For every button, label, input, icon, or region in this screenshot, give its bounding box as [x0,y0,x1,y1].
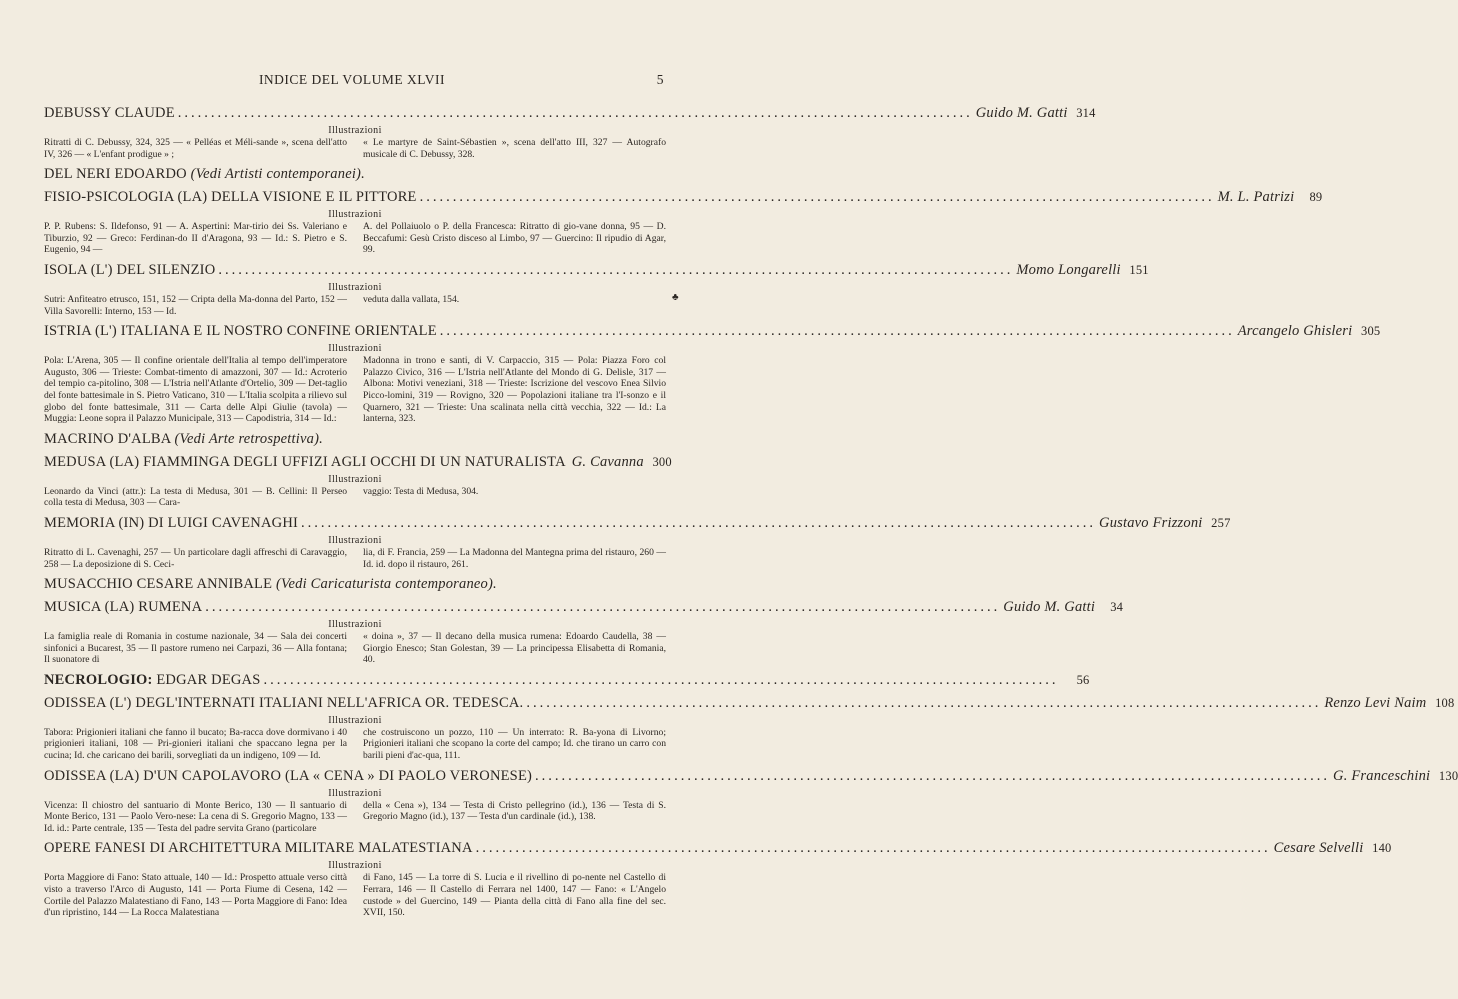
entry-title-group [44,453,566,471]
entry-page: 314 [1076,106,1096,120]
entry-heading [44,575,666,593]
leader-dots: ........................................................................................................................ [535,767,1331,784]
entry-author: Gustavo Frizzoni [1099,514,1203,531]
entry-title-group [44,767,532,785]
leader-dots: ........................................................................................................................ [439,323,1235,340]
index-entry [44,188,1323,256]
illustrations-column-left: Pola: L'Arena, 305 — Il confine orientale dell'Italia al tempo dell'imperatore Augusto, 306 — Trieste: Combat-timento di amazzoni, 307 — Id.: Acroterio del tempio ca-pitolino, 308 — L'Istria nell'Atlante d'Ortelio, 309 — Det-taglio del fonte battesimale in S. Pietro Vaticano, 310 — L'Italia scolpita a rilievo sul globo del fonte battesimale, 311 — Carta delle Alpi Giulie (tavola) — Muggia: Leone sopra il Palazzo Municipale, 313 — Capodistria, 314 — Id.: [44,355,347,425]
page-number: 5 [656,72,664,87]
entry-heading [44,453,672,471]
illustrations-label: Illustrazioni [328,209,382,221]
illustrations-list [44,486,666,509]
illustrations-column-left: Vicenza: Il chiostro del santuario di Monte Berico, 130 — Il santuario di Monte Berico, 131 — Paolo Vero-nese: La cena di S. Gregorio Magno, 133 — Id. id.: Parte centrale, 135 — Testa del padre servita Grano (particolare [44,799,347,834]
index-entry [44,598,1124,666]
illustrations-column-right: veduta dalla vallata, 154. [363,293,460,305]
index-entry [44,104,1096,160]
entry-page: 300 [652,454,672,469]
illustrations-column-right: « Le martyre de Saint-Sébastien », scena dell'atto III, 327 — Autografo musicale di C. Debussy, 328. [363,137,666,160]
leader-dots: ........................................................................................................................ [177,105,973,121]
entry-title-group [44,839,473,857]
leader-dots: ........................................................................................................................ [419,189,1215,206]
entry-author: Momo Longarelli [1016,261,1121,278]
illustrations-column-right: A. del Pollaiuolo o P. della Francesca: Ritratto di gio-vane donna, 95 — D. Beccafumi: Gesù Cristo disceso al Limbo, 97 — Guercino: Il ripudio di Agar, 99. [363,221,666,256]
leader-dots: ........................................................................................................................ [475,840,1271,857]
illustrations-column-left: P. P. Rubens: S. Ildefonso, 91 — A. Aspertini: Mar-tirio dei Ss. Valeriano e Tiburzio, 92 — Greco: Ferdinan-do II d'Aragona, 93 — Id.: S. Pietro e S. Eugenio, 94 — [44,221,347,256]
entry-title-group [44,104,175,122]
illustrations-column-left: Porta Maggiore di Fano: Stato attuale, 140 — Id.: Prospetto attuale verso città visto a traverso l'Arco di Augusto, 141 — Porta Fiume di Cesena, 142 — Cortile del Palazzo Malatestiano di Fano, 143 — Porta Maggiore di Fano: Idea d'un ripristino, 144 — La Rocca Malatestiana [44,872,347,919]
illustrations-column-right: che costruiscono un pozzo, 110 — Un interrato: R. Ba-yona di Livorno; Prigionieri italiani che scopano la corte del campo; Id. che tirano un carro con barili pieni d'ac-qua, 111. [363,726,666,762]
index-entry [44,514,1231,570]
entry-title-group [44,322,437,340]
entry-author: Arcangelo Ghisleri [1237,323,1353,340]
illustrations-label: Illustrazioni [328,343,382,355]
entry-heading [44,430,666,448]
illustrations-column-left: La famiglia reale di Romania in costume nazionale, 34 — Sala dei concerti sinfonici a Bucarest, 35 — Il pastore rumeno nei Carpazi, 36 — Alla fontana; Il suonatore di [44,631,347,666]
entry-page: 305 [1361,324,1381,339]
entry-title: MEDUSA (LA) FIAMMINGA DEGLI UFFIZI AGLI OCCHI DI UN NATURALISTA [44,453,566,470]
entry-heading [44,671,1090,689]
entry-title-group [44,514,298,532]
entry-title: MUSICA (LA) RUMENA [44,599,203,616]
entry-heading [44,767,1458,785]
illustrations-column-left: Leonardo da Vinci (attr.): La testa di Medusa, 301 — B. Cellini: Il Perseo colla testa di Medusa, 303 — Cara- [44,485,347,509]
illustrations-label: Illustrazioni [328,473,382,485]
illustrations-list [44,547,666,570]
illustrations-list [44,355,666,425]
running-title: INDICE DEL VOLUME XLVII [258,72,446,87]
entry-title: MUSACCHIO CESARE ANNIBALE [44,576,273,593]
entry-author: Guido M. Gatti [975,105,1068,121]
illustrations-column-left: Tabora: Prigionieri italiani che fanno il bucato; Ba-racca dove dormivano i 40 prigionieri italiani, 108 — Pri-gionieri italiani che spaccano legna per la cucina; Id. che caricano dei barili, sorvegliati da un indigeno, 109 — Id. [44,726,347,762]
illustrations-column-right: lia, di F. Francia, 259 — La Madonna del Mantegna prima del ristauro, 260 — Id. id. dopo il ristauro, 261. [363,546,666,570]
illustrations-column-right: di Fano, 145 — La torre di S. Lucia e il rivellino di po-nente nel Castello di Ferrara, 146 — Il Castello di Ferrara nel 1400, 147 — Fano: « L'Angelo custode » del Guercino, 149 — Pianta della città di Fano alla fine del sec. XVII, 150. [363,872,666,919]
entry-cross-reference: (Vedi Arte retrospettiva). [174,430,323,447]
illustrations-label: Illustrazioni [328,125,382,136]
entry-heading [44,514,1231,532]
illustrations-list [44,137,666,160]
illustrations-column-left: Ritratto di L. Cavenaghi, 257 — Un particolare dagli affreschi di Caravaggio, 258 — La deposizione di S. Ceci- [44,546,347,570]
illustrations-list [44,872,666,918]
leader-dots: ........................................................................................................................ [218,261,1014,278]
entry-title: DEBUSSY CLAUDE [44,105,175,121]
leader-dots: ........................................................................................................................ [205,599,1001,616]
entry-author: M. L. Patrizi [1217,189,1295,206]
illustrations-label: Illustrazioni [328,714,382,726]
entry-title-group [44,694,523,712]
illustrations-list [44,294,666,317]
entry-heading [44,165,666,183]
leader-dots: ........................................................................................................................ [526,694,1322,711]
index-entry [44,261,1149,317]
index-entry [44,575,666,593]
entry-title-group [44,671,260,689]
entry-title: MEMORIA (IN) DI LUIGI CAVENAGHI [44,514,299,531]
leader-dots: ........................................................................................................................ [263,671,1059,688]
illustrations-list [44,631,666,666]
entry-page: 108 [1435,695,1455,710]
entry-cross-reference: (Vedi Caricaturista contemporaneo). [276,576,497,593]
entry-title-group [44,261,215,279]
entry-author: Guido M. Gatti [1003,599,1096,616]
illustrations-column-right: della « Cena »), 134 — Testa di Cristo pellegrino (id.), 136 — Testa di S. Gregorio Magno (id.), 137 — Testa d'un cardinale (id.), 138. [363,799,666,823]
entry-heading [44,261,1149,279]
illustrations-column-left: Sutri: Anfiteatro etrusco, 151, 152 — Cripta della Ma-donna del Parto, 152 — Villa Savorelli: Interno, 153 — Id. [44,293,347,317]
illustrations-label: Illustrazioni [328,619,382,631]
entry-title: EDGAR DEGAS [156,671,261,688]
leader-dots: ........................................................................................................................ [301,514,1097,531]
entry-title: FISIO-PSICOLOGIA (LA) DELLA VISIONE E IL PITTORE [44,189,417,206]
entry-title: DEL NERI EDOARDO [44,166,187,183]
index-entry [44,839,1392,919]
entry-author: Cesare Selvelli [1273,840,1364,857]
index-entry [44,767,1458,835]
entry-page: 257 [1211,515,1231,530]
entry-page: 34 [1110,600,1124,615]
illustrations-column-right: Madonna in trono e santi, di V. Carpaccio, 315 — Pola: Piazza Foro col Palazzo Civico, 316 — L'Istria nell'Atlante del Mondo di G. Delisle, 317 — Albona: Motivi veneziani, 318 — Trieste: Iscrizione del vescovo Enea Silvio Picco-lomini, 319 — Rovigno, 320 — Popolazioni italiane tra l'I-sonzo e il Quarnero, 321 — Trieste: Una scalinata nella città vecchia, 322 — Id.: La lanterna, 323. [363,355,666,425]
index-entry [44,165,666,183]
entry-title-group [44,598,202,616]
illustrations-list [44,221,666,256]
entry-title: ISOLA (L') DEL SILENZIO [44,261,216,278]
illustrations-list [44,800,666,835]
entry-page: 140 [1372,841,1392,856]
illustrations-column-right: vaggio: Testa di Medusa, 304. [363,485,479,497]
entry-cross-reference: (Vedi Artisti contemporanei). [190,166,365,183]
entry-title: MACRINO D'ALBA [44,430,171,447]
entry-heading [44,694,1455,712]
index-entry [44,671,1090,689]
illustrations-column-right: « doina », 37 — Il decano della musica rumena: Edoardo Caudella, 38 — Giorgio Enesco; Stan Golestan, 39 — La principessa Elisabetta di Romania, 40. [363,631,666,666]
entry-title: ISTRIA (L') ITALIANA E IL NOSTRO CONFINE ORIENTALE [44,323,437,340]
entry-title: ODISSEA (LA) D'UN CAPOLAVORO (LA « CENA » DI PAOLO VERONESE) [44,767,533,784]
entry-author: G. Cavanna [571,453,644,470]
entry-author: Renzo Levi Naim [1324,694,1427,711]
entry-title: OPERE FANESI DI ARCHITETTURA MILITARE MALATESTIANA [44,840,473,857]
illustrations-label: Illustrazioni [328,787,382,799]
index-entry [44,322,1381,425]
entry-page: 89 [1309,190,1323,205]
index-entry [44,694,1455,762]
index-entry [44,453,672,509]
entry-heading [44,188,1323,206]
illustrations-column-left: Ritratti di C. Debussy, 324, 325 — « Pelléas et Méli-sande », scena dell'atto IV, 326 — « L'enfant prodigue » ; [44,137,347,160]
illustrations-label: Illustrazioni [328,534,382,546]
margin-mark: ♣ [672,292,679,303]
index-entries [44,104,1458,924]
illustrations-label: Illustrazioni [328,281,382,293]
entry-heading [44,839,1392,857]
illustrations-label: Illustrazioni [328,860,382,872]
page-header [40,72,664,92]
illustrations-list [44,727,666,762]
entry-title: ODISSEA (L') DEGL'INTERNATI ITALIANI NELL'AFRICA OR. TEDESCA. [44,694,524,711]
entry-heading [44,322,1381,340]
entry-title-prefix: NECROLOGIO: [44,671,153,688]
entry-page: 56 [1076,672,1090,687]
entry-page: 151 [1129,262,1149,277]
entry-heading [44,104,1096,122]
index-entry [44,430,666,448]
entry-title-group [44,188,417,206]
entry-page: 130 [1438,768,1458,783]
entry-heading [44,598,1124,616]
entry-author: G. Franceschini [1333,767,1431,784]
